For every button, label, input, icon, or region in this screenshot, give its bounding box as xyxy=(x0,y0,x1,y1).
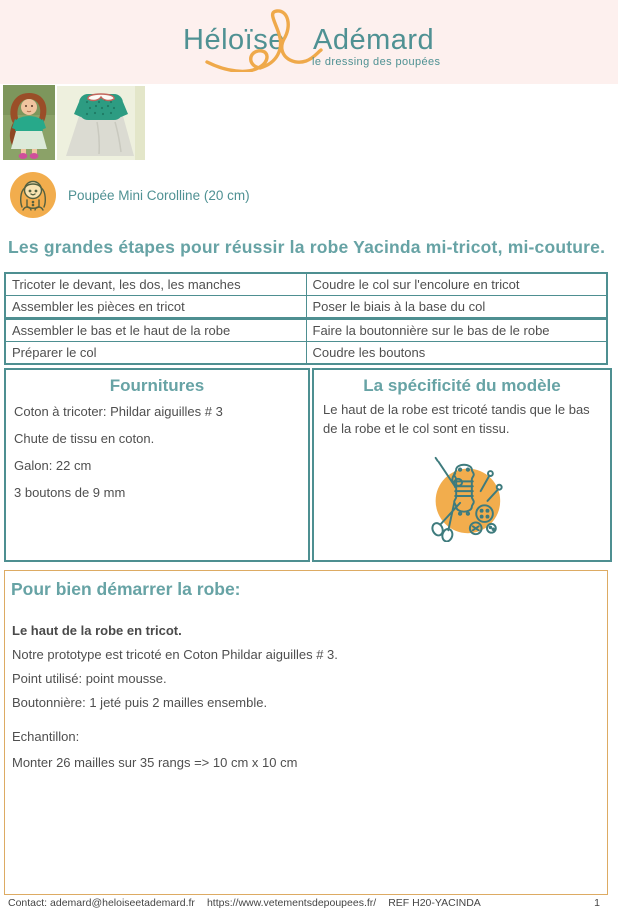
ampersand-flourish-icon xyxy=(203,8,323,72)
reference-code: REF H20-YACINDA xyxy=(388,897,481,909)
doll-avatar-icon xyxy=(10,172,56,218)
step-cell: Coudre les boutons xyxy=(306,342,607,365)
body-line: Point utilisé: point mousse. xyxy=(12,671,167,686)
lead-line: Le haut de la robe en tricot. xyxy=(12,623,182,638)
doll-size-label: Poupée Mini Corolline (20 cm) xyxy=(68,188,250,203)
step-cell: Préparer le col xyxy=(5,342,306,365)
supplies-title: Fournitures xyxy=(109,376,205,395)
page-number: 1 xyxy=(594,897,600,909)
sewing-kit-icon xyxy=(419,452,509,542)
step-cell: Faire la boutonnière sur le bas de le robe xyxy=(306,319,607,342)
steps-table xyxy=(4,272,608,365)
dress-photo-image xyxy=(57,86,145,160)
list-item: Chute de tissu en coton. xyxy=(14,431,155,446)
brand-tagline: le dressing des poupées xyxy=(312,56,441,68)
step-cell: Poser le biais à la base du col xyxy=(306,296,607,319)
step-cell: Coudre le col sur l'encolure en tricot xyxy=(306,273,607,296)
gauge-label: Echantillon: xyxy=(12,729,80,744)
brand-name-second: Adémard xyxy=(313,24,435,56)
table-row xyxy=(5,273,607,296)
brand-header xyxy=(0,0,618,84)
specificity-title: La spécificité du modèle xyxy=(363,376,561,395)
step-cell: Assembler le bas et le haut de la robe xyxy=(5,319,306,342)
brand-name-first: Héloïse xyxy=(183,24,285,56)
step-cell: Tricoter le devant, les dos, les manches xyxy=(5,273,306,296)
table-row xyxy=(5,296,607,319)
table-row xyxy=(5,319,607,342)
list-item: Coton à tricoter: Phildar aiguilles # 3 xyxy=(14,404,223,419)
step-cell: Assembler les pièces en tricot xyxy=(5,296,306,319)
website-link[interactable]: https://www.vetementsdepoupees.fr/ xyxy=(206,897,377,909)
body-line: Notre prototype est tricoté en Coton Phildar aiguilles # 3. xyxy=(12,647,338,662)
page-title: Les grandes étapes pour réussir la robe Yacinda mi-tricot, mi-couture. xyxy=(8,237,606,257)
doll-photo-image xyxy=(3,85,55,160)
list-item: 3 boutons de 9 mm xyxy=(14,485,126,500)
getting-started-box xyxy=(4,570,608,895)
list-item: Galon: 22 cm xyxy=(14,458,92,473)
specificity-text: Le haut de la robe est tricoté tandis que le bas de la robe et le col sont en tissu. xyxy=(323,402,590,436)
specificity-box xyxy=(312,368,612,562)
getting-started-title: Pour bien démarrer la robe: xyxy=(11,579,241,599)
body-line: Boutonnière: 1 jeté puis 2 mailles ensemble. xyxy=(12,695,268,710)
page-footer xyxy=(0,897,618,909)
supplies-box xyxy=(4,368,310,562)
contact-email-link[interactable]: Contact: ademard@heloiseetademard.fr xyxy=(8,897,195,909)
table-row xyxy=(5,342,607,365)
gauge-text: Monter 26 mailles sur 35 rangs => 10 cm x 10 cm xyxy=(12,755,298,770)
